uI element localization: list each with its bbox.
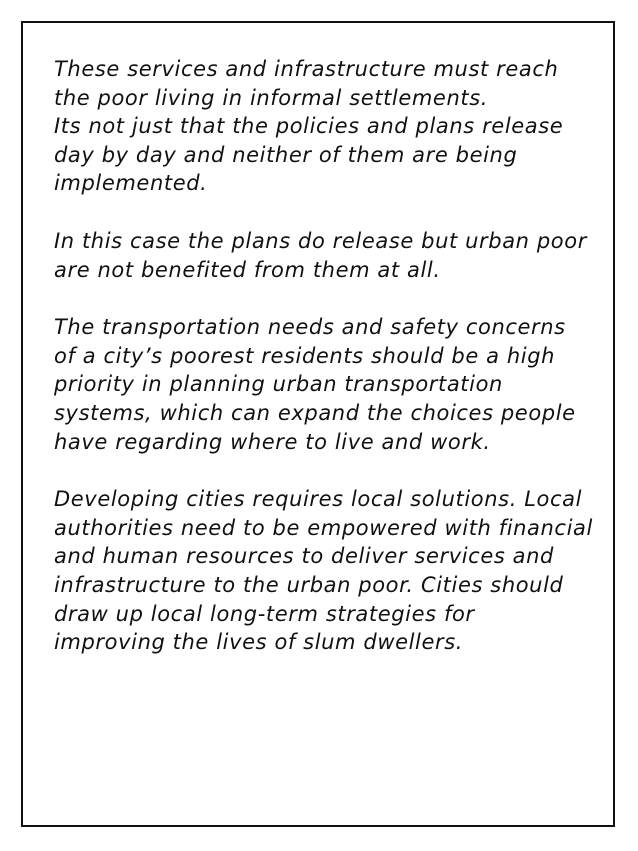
paragraph-local-solutions: Developing cities requires local solutions. Local authorities need to be empowered with financial and human resources to deliver services and infrastructure to the urban poor. Cities should draw up local long-term strategies for improving the lives of slum dwellers. <box>54 487 593 655</box>
page-frame <box>21 21 615 827</box>
paragraph-urban-poor: In this case the plans do release but urban poor are not benefited from them at all. <box>54 228 587 282</box>
paragraph-transportation: The transportation needs and safety concerns of a city’s poorest residents should be a high priority in planning urban transportation systems, which can expand the choices people have regarding where to live and work. <box>54 315 576 454</box>
document-body <box>54 55 614 686</box>
paragraph-services: These services and infrastructure must reach the poor living in informal settlements. Its not just that the policies and plans release day by day and neither of them are being implemented. <box>54 57 564 196</box>
